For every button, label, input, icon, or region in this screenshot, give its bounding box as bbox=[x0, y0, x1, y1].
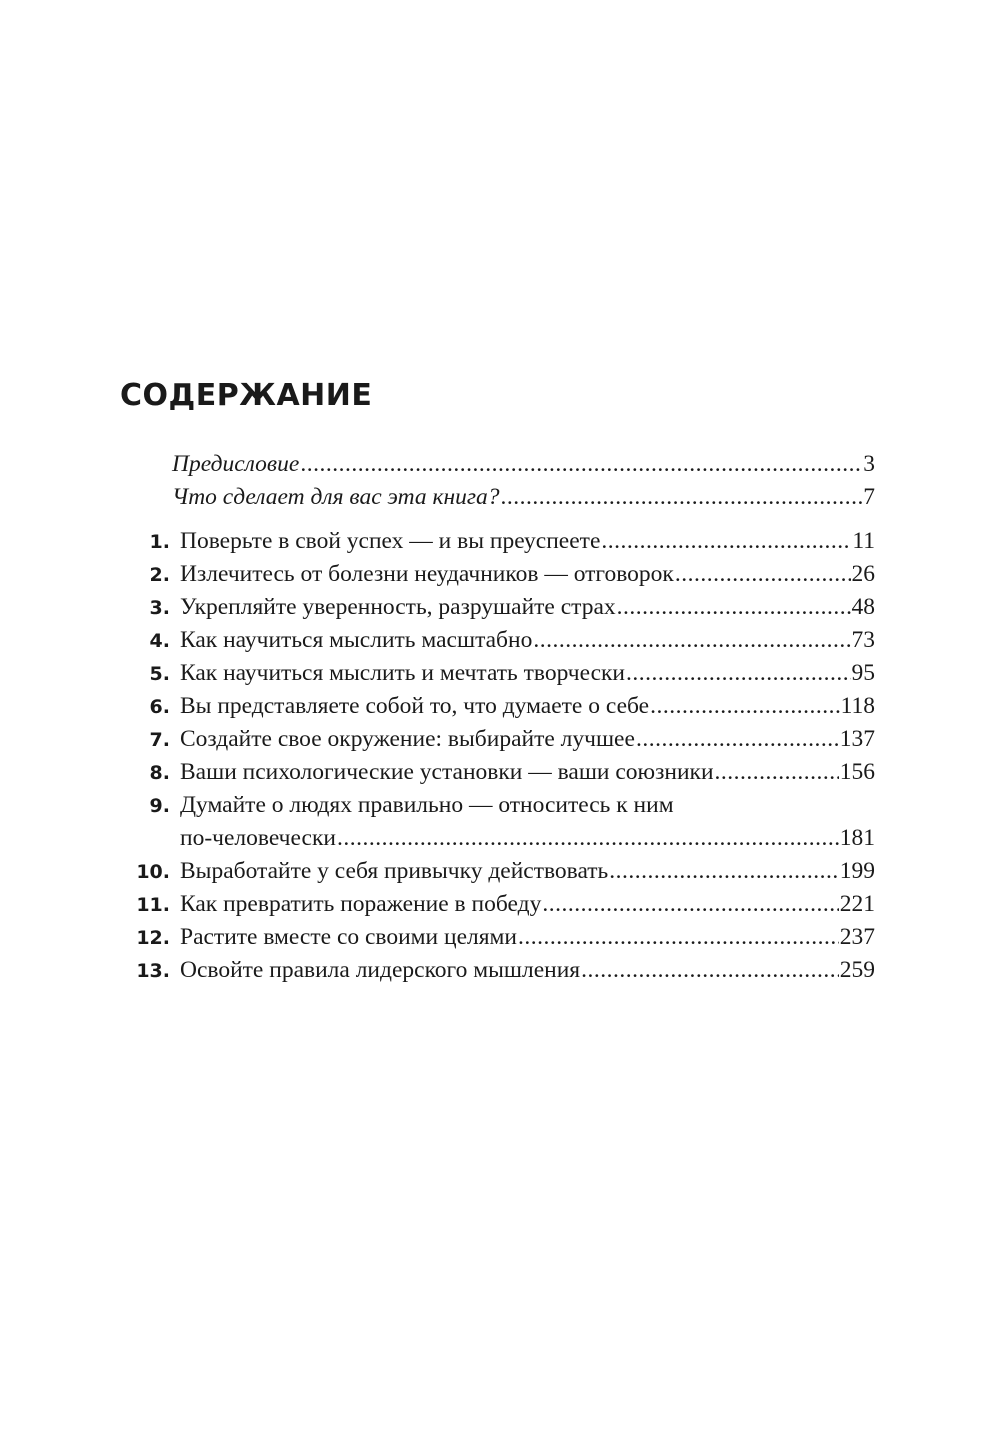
chapter-page: 26 bbox=[851, 561, 875, 587]
chapter-number: 1. bbox=[149, 531, 170, 553]
chapter-title: Думайте о людях правильно — относитесь к ним bbox=[180, 792, 674, 818]
chapter-page: 137 bbox=[839, 726, 875, 752]
toc-entry-title-cell bbox=[172, 558, 875, 591]
chapter-number: 4. bbox=[149, 630, 170, 652]
toc-entry-page: 3 bbox=[863, 451, 875, 477]
toc-entry-chapter-6[interactable] bbox=[120, 690, 875, 723]
toc-entry-title: Что сделает для вас эта книга? bbox=[172, 484, 500, 510]
toc-entry-chapter-4[interactable] bbox=[120, 624, 875, 657]
dot-leader bbox=[601, 525, 851, 558]
toc-entry-title-cell bbox=[172, 789, 875, 822]
toc-entry-title-cell bbox=[172, 756, 875, 789]
chapter-page: 181 bbox=[839, 825, 875, 851]
chapter-number: 2. bbox=[149, 564, 170, 586]
toc-entry-title-cell bbox=[172, 657, 875, 690]
toc-entry-title-cell bbox=[172, 591, 875, 624]
toc-entry-chapter-10[interactable] bbox=[120, 855, 875, 888]
chapter-number: 11. bbox=[136, 894, 170, 916]
dot-leader bbox=[650, 690, 840, 723]
toc-entry-title-cell bbox=[172, 723, 875, 756]
chapter-title: Как научиться мыслить масштабно bbox=[180, 627, 533, 653]
chapter-title: Как научиться мыслить и мечтать творчески bbox=[180, 660, 626, 686]
chapter-title: Создайте свое окружение: выбирайте лучшее bbox=[180, 726, 635, 752]
dot-leader bbox=[609, 855, 838, 888]
toc-entry-title-cell bbox=[172, 954, 875, 987]
toc-entry-chapter-2[interactable] bbox=[120, 558, 875, 591]
chapter-page: 221 bbox=[839, 891, 875, 917]
chapter-page: 259 bbox=[839, 957, 875, 983]
chapter-page: 118 bbox=[840, 693, 875, 719]
chapter-page: 156 bbox=[839, 759, 875, 785]
dot-leader bbox=[501, 481, 863, 514]
toc-entry-title: Предисловие bbox=[172, 451, 300, 477]
toc-entry-title-cell bbox=[172, 525, 875, 558]
chapter-title: Поверьте в свой успех — и вы преуспеете bbox=[180, 528, 601, 554]
toc-entry-foreword[interactable] bbox=[120, 448, 875, 481]
chapter-page: 11 bbox=[852, 528, 875, 554]
chapter-title: Как превратить поражение в победу bbox=[180, 891, 542, 917]
chapter-title: Выработайте у себя привычку действовать bbox=[180, 858, 609, 884]
chapter-title-continuation: по-человечески bbox=[180, 825, 336, 851]
toc-entry-what-book-does[interactable] bbox=[120, 481, 875, 514]
toc-entry-chapter-7[interactable] bbox=[120, 723, 875, 756]
chapter-number: 3. bbox=[149, 597, 170, 619]
dot-leader bbox=[626, 657, 850, 690]
chapter-page: 48 bbox=[851, 594, 875, 620]
chapter-number: 10. bbox=[136, 861, 170, 883]
toc-entry-chapter-8[interactable] bbox=[120, 756, 875, 789]
toc-entry-chapter-3[interactable] bbox=[120, 591, 875, 624]
toc-entry-chapter-5[interactable] bbox=[120, 657, 875, 690]
toc-entry-title-cell bbox=[172, 624, 875, 657]
chapter-number: 9. bbox=[149, 795, 170, 817]
dot-leader bbox=[715, 756, 839, 789]
dot-leader bbox=[675, 558, 851, 591]
toc-entry-chapter-12[interactable] bbox=[120, 921, 875, 954]
chapter-title: Вы представляете собой то, что думаете о себе bbox=[180, 693, 650, 719]
section-gap bbox=[120, 514, 875, 525]
chapter-page: 95 bbox=[851, 660, 875, 686]
chapter-number: 6. bbox=[149, 696, 170, 718]
dot-leader bbox=[533, 624, 850, 657]
chapter-number: 12. bbox=[136, 927, 170, 949]
chapter-number: 7. bbox=[149, 729, 170, 751]
toc-entry-chapter-9[interactable] bbox=[120, 789, 875, 822]
toc-entry-page: 7 bbox=[863, 484, 875, 510]
table-of-contents bbox=[120, 448, 875, 987]
toc-entry-chapter-13[interactable] bbox=[120, 954, 875, 987]
toc-entry-chapter-1[interactable] bbox=[120, 525, 875, 558]
chapter-title: Укрепляйте уверенность, разрушайте страх bbox=[180, 594, 616, 620]
chapter-page: 73 bbox=[851, 627, 875, 653]
chapter-page: 199 bbox=[839, 858, 875, 884]
chapter-title: Растите вместе со своими целями bbox=[180, 924, 517, 950]
dot-leader bbox=[542, 888, 838, 921]
dot-leader bbox=[617, 591, 851, 624]
toc-entry-title-cell bbox=[120, 448, 875, 481]
chapter-title: Освойте правила лидерского мышления bbox=[180, 957, 581, 983]
dot-leader bbox=[518, 921, 839, 954]
toc-entry-title-cell bbox=[172, 690, 875, 723]
chapter-number: 5. bbox=[149, 663, 170, 685]
toc-entry-title-cell bbox=[172, 855, 875, 888]
dot-leader bbox=[636, 723, 839, 756]
dot-leader bbox=[581, 954, 839, 987]
toc-entry-chapter-11[interactable] bbox=[120, 888, 875, 921]
chapter-title: Излечитесь от болезни неудачников — отговорок bbox=[180, 561, 674, 587]
chapter-page: 237 bbox=[839, 924, 875, 950]
toc-entry-title-cell bbox=[120, 481, 875, 514]
toc-entry-title-cell bbox=[172, 822, 875, 855]
toc-entry-title-cell bbox=[172, 921, 875, 954]
chapter-number: 8. bbox=[149, 762, 170, 784]
toc-entry-chapter-9-continuation[interactable] bbox=[120, 822, 875, 855]
toc-heading: СОДЕРЖАНИЕ bbox=[120, 378, 373, 413]
chapter-number: 13. bbox=[136, 960, 170, 982]
chapter-title: Ваши психологические установки — ваши союзники bbox=[180, 759, 714, 785]
dot-leader bbox=[300, 448, 862, 481]
toc-entry-title-cell bbox=[172, 888, 875, 921]
dot-leader bbox=[337, 822, 839, 855]
